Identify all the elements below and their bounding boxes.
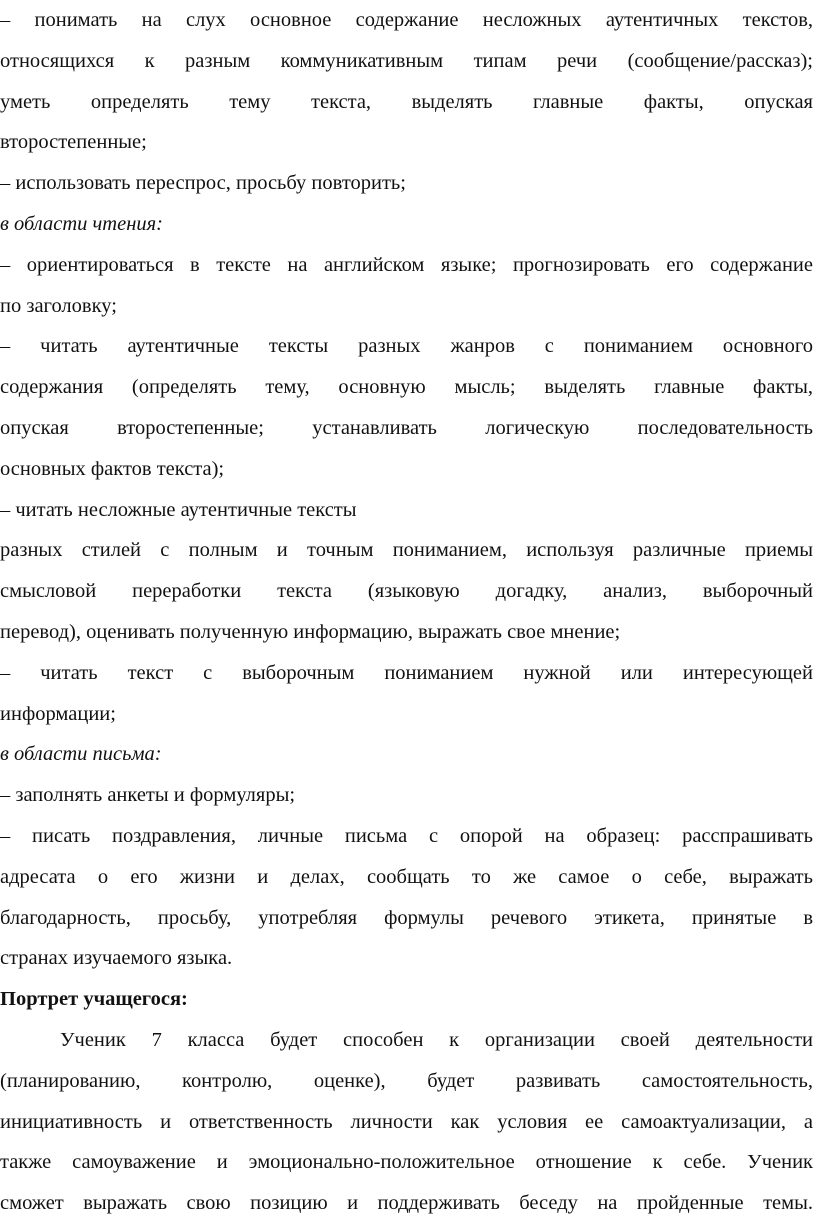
text-line: разных стилей с полным и точным пониманием, используя различные приемы bbox=[0, 539, 813, 561]
text-line: относящихся к разным коммуникативным типам речи (сообщение/рассказ); bbox=[0, 50, 813, 72]
text-line: перевод), оценивать полученную информацию, выражать свое мнение; bbox=[0, 621, 621, 643]
text-line: – читать аутентичные тексты разных жанров с пониманием основного bbox=[0, 335, 813, 357]
text-line: – заполнять анкеты и формуляры; bbox=[0, 784, 296, 806]
text-line: основных фактов текста); bbox=[0, 458, 225, 480]
text-line: – ориентироваться в тексте на английском языке; прогнозировать его содержание bbox=[0, 254, 813, 276]
text-line: (планированию, контролю, оценке), будет развивать самостоятельность, bbox=[0, 1070, 813, 1092]
text-line: сможет выражать свою позицию и поддерживать беседу на пройденные темы. bbox=[0, 1192, 813, 1214]
text-line: по заголовку; bbox=[0, 295, 117, 317]
text-line: – понимать на слух основное содержание несложных аутентичных текстов, bbox=[0, 9, 813, 31]
text-line: Ученик 7 класса будет способен к организации своей деятельности bbox=[60, 1029, 813, 1051]
text-line: содержания (определять тему, основную мысль; выделять главные факты, bbox=[0, 376, 813, 398]
text-line: благодарность, просьбу, употребляя формулы речевого этикета, принятые в bbox=[0, 907, 813, 929]
text-line: второстепенные; bbox=[0, 131, 147, 153]
text-line: информации; bbox=[0, 703, 116, 725]
text-line: странах изучаемого языка. bbox=[0, 947, 233, 969]
text-line: – читать несложные аутентичные тексты bbox=[0, 499, 357, 521]
text-line: инициативность и ответственность личности как условия ее самоактуализации, а bbox=[0, 1111, 813, 1133]
text-line: смысловой переработки текста (языковую догадку, анализ, выборочный bbox=[0, 580, 813, 602]
text-line: адресата о его жизни и делах, сообщать то же самое о себе, выражать bbox=[0, 866, 813, 888]
section-heading-reading: в области чтения: bbox=[0, 213, 163, 235]
text-line: – писать поздравления, личные письма с опорой на образец: расспрашивать bbox=[0, 825, 813, 847]
section-heading-portrait: Портрет учащегося: bbox=[0, 988, 188, 1010]
section-heading-writing: в области письма: bbox=[0, 743, 162, 765]
text-line: опуская второстепенные; устанавливать логическую последовательность bbox=[0, 417, 813, 439]
text-line: – использовать переспрос, просьбу повторить; bbox=[0, 172, 406, 194]
text-line: уметь определять тему текста, выделять главные факты, опуская bbox=[0, 91, 813, 113]
text-line: – читать текст с выборочным пониманием нужной или интересующей bbox=[0, 662, 813, 684]
text-line: также самоуважение и эмоционально-положительное отношение к себе. Ученик bbox=[0, 1151, 813, 1173]
